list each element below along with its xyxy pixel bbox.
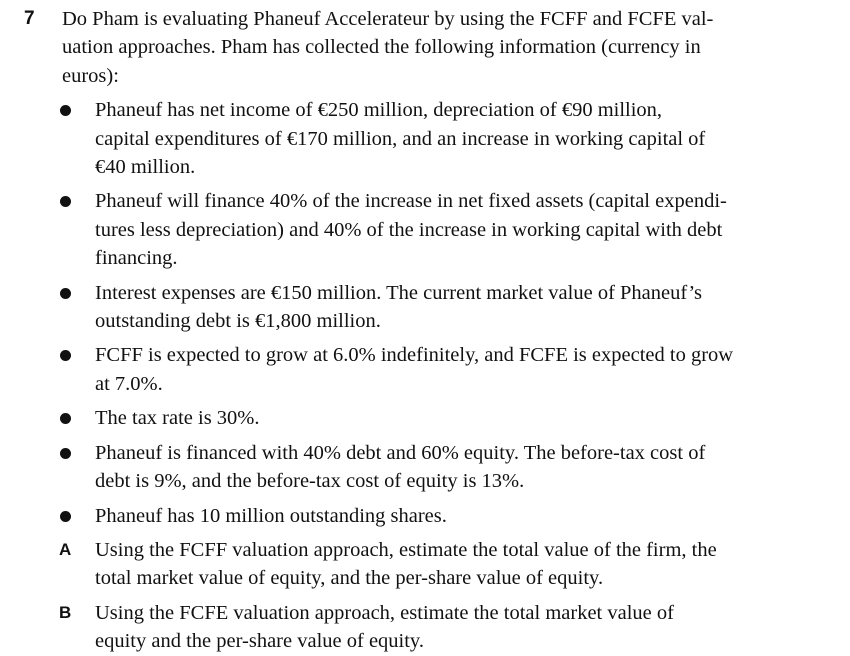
part-line: Using the FCFE valuation approach, estimate the total market value of — [95, 601, 674, 624]
bullet-dot-icon — [60, 511, 71, 522]
fact-item — [0, 404, 850, 432]
part-line: total market value of equity, and the per-share value of equity. — [95, 567, 604, 590]
fact-line: capital expenditures of €170 million, and an increase in working capital of — [95, 127, 706, 150]
part-line: equity and the per-share value of equity. — [95, 630, 424, 653]
fact-line: Phaneuf has 10 million outstanding shares. — [95, 504, 447, 527]
bullet-dot-icon — [60, 448, 71, 459]
bullet-dot-icon — [60, 413, 71, 424]
question-intro — [62, 5, 816, 90]
question-header — [0, 5, 850, 90]
part-b — [0, 599, 850, 656]
fact-line: Phaneuf has net income of €250 million, depreciation of €90 million, — [95, 99, 663, 122]
fact-line: The tax rate is 30%. — [95, 407, 260, 430]
fact-line: debt is 9%, and the before-tax cost of equity is 13%. — [95, 470, 525, 493]
intro-line: uation approaches. Pham has collected the following information (currency in — [62, 36, 701, 59]
part-letter: B — [59, 602, 72, 622]
intro-line: euros): — [62, 64, 119, 87]
fact-line: Phaneuf will finance 40% of the increase in net fixed assets (capital expendi- — [95, 190, 727, 213]
fact-line: outstanding debt is €1,800 million. — [95, 310, 381, 333]
fact-line: FCFF is expected to grow at 6.0% indefinitely, and FCFE is expected to grow — [95, 344, 734, 367]
fact-line: Phaneuf is financed with 40% debt and 60% equity. The before-tax cost of — [95, 441, 706, 464]
problem-7 — [0, 5, 850, 656]
part-a — [0, 536, 850, 593]
fact-item — [0, 341, 850, 398]
fact-item — [0, 96, 850, 181]
part-line: Using the FCFF valuation approach, estimate the total value of the firm, the — [95, 538, 717, 561]
question-parts — [0, 536, 850, 656]
bullet-dot-icon — [60, 105, 71, 116]
fact-line: tures less depreciation) and 40% of the increase in working capital with debt — [95, 218, 723, 241]
fact-line: at 7.0%. — [95, 372, 163, 395]
intro-line: Do Pham is evaluating Phaneuf Accelerateur by using the FCFF and FCFE val- — [62, 8, 714, 30]
fact-item — [0, 187, 850, 272]
fact-line: €40 million. — [95, 156, 196, 179]
fact-item — [0, 439, 850, 496]
bullet-dot-icon — [60, 288, 71, 299]
fact-line: financing. — [95, 247, 178, 270]
question-number: 7 — [24, 8, 35, 29]
facts-list — [0, 96, 850, 530]
bullet-dot-icon — [60, 350, 71, 361]
part-letter: A — [59, 539, 72, 559]
fact-line: Interest expenses are €150 million. The current market value of Phaneuf’s — [95, 281, 703, 304]
fact-item — [0, 502, 850, 530]
bullet-dot-icon — [60, 196, 71, 207]
fact-item — [0, 279, 850, 336]
